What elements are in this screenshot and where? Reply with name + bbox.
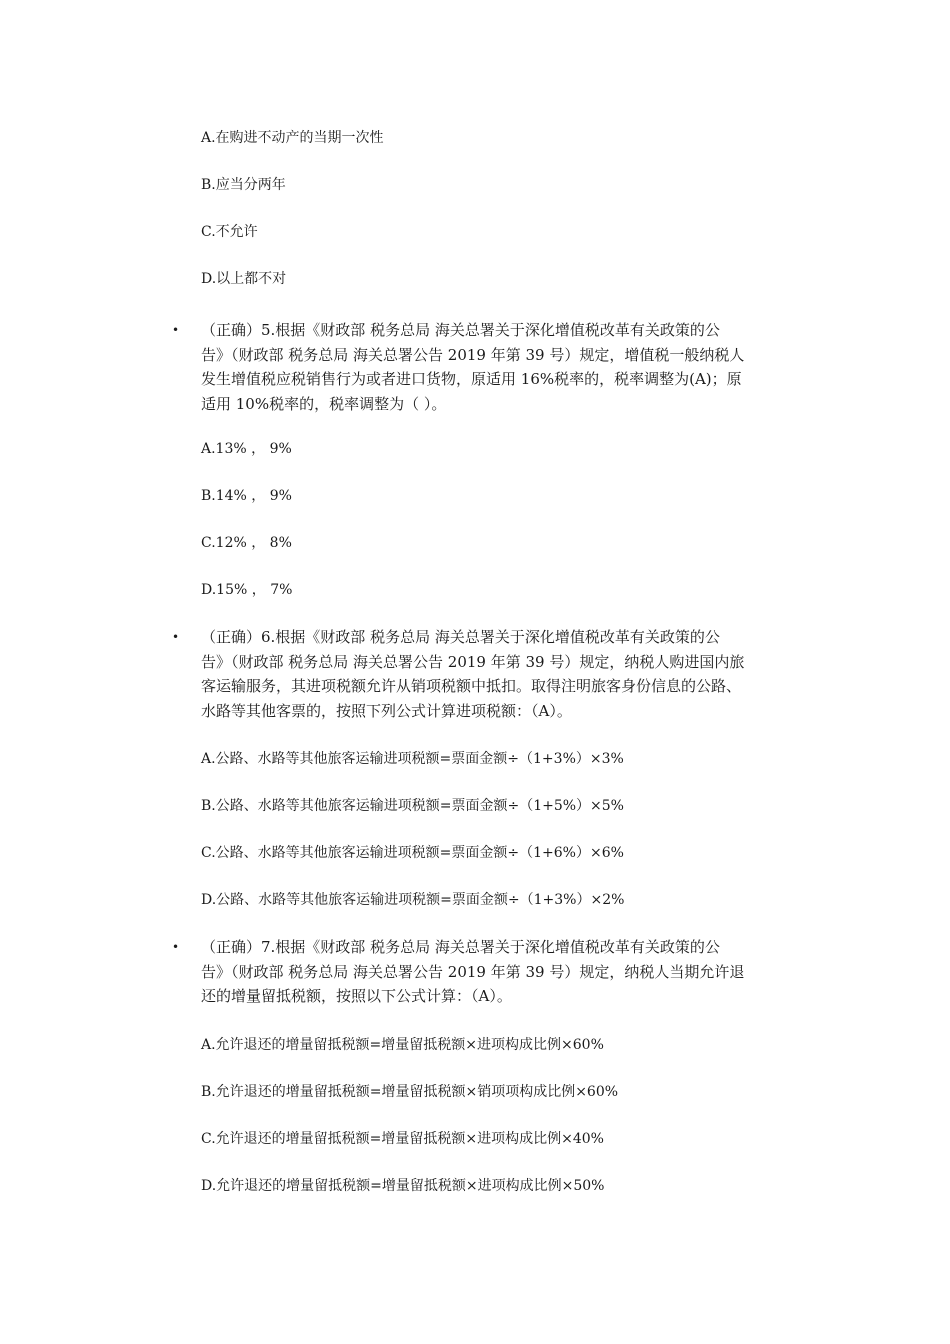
question-6-option-a: A.公路、水路等其他旅客运输进项税额=票面金额÷（1+3%）×3% bbox=[201, 751, 624, 767]
question-6-bullet: • bbox=[172, 630, 180, 644]
prev-option-c: C.不允许 bbox=[201, 224, 258, 240]
question-5-line-3: 发生增值税应税销售行为或者进口货物，原适用 16%税率的，税率调整为(A)；原 bbox=[201, 370, 742, 388]
prev-option-b: B.应当分两年 bbox=[201, 177, 286, 193]
question-5-option-a: A.13% ， 9% bbox=[201, 441, 292, 457]
question-6-line-2: 告》（财政部 税务总局 海关总署公告 2019 年第 39 号）规定，纳税人购进国内旅 bbox=[201, 652, 745, 671]
question-7-option-a: A.允许退还的增量留抵税额=增量留抵税额×进项构成比例×60% bbox=[201, 1037, 604, 1053]
question-5-line-4: 适用 10%税率的，税率调整为（ ）。 bbox=[201, 394, 447, 413]
question-6-line-4: 水路等其他客票的，按照下列公式计算进项税额：（A）。 bbox=[201, 701, 572, 720]
question-7-bullet: • bbox=[172, 940, 180, 954]
question-6-line-1: （正确）6.根据《财政部 税务总局 海关总署关于深化增值税改革有关政策的公 bbox=[201, 628, 720, 646]
question-7-option-d: D.允许退还的增量留抵税额=增量留抵税额×进项构成比例×50% bbox=[201, 1178, 605, 1194]
question-6-option-b: B.公路、水路等其他旅客运输进项税额=票面金额÷（1+5%）×5% bbox=[201, 798, 624, 814]
prev-option-a: A.在购进不动产的当期一次性 bbox=[201, 130, 384, 146]
question-6-line-3: 客运输服务，其进项税额允许从销项税额中抵扣。取得注明旅客身份信息的公路、 bbox=[201, 677, 742, 695]
question-5-option-d: D.15% ， 7% bbox=[201, 582, 293, 598]
question-7-option-c: C.允许退还的增量留抵税额=增量留抵税额×进项构成比例×40% bbox=[201, 1131, 604, 1147]
question-7-line-3: 还的增量留抵税额，按照以下公式计算：（A）。 bbox=[201, 987, 512, 1005]
question-7-text bbox=[201, 935, 811, 1009]
question-5-line-1: （正确）5.根据《财政部 税务总局 海关总署关于深化增值税改革有关政策的公 bbox=[201, 321, 720, 339]
question-7-line-2: 告》（财政部 税务总局 海关总署公告 2019 年第 39 号）规定，纳税人当期允许退 bbox=[201, 962, 745, 981]
question-6-option-c: C.公路、水路等其他旅客运输进项税额=票面金额÷（1+6%）×6% bbox=[201, 845, 624, 861]
question-7-option-b: B.允许退还的增量留抵税额=增量留抵税额×销项项构成比例×60% bbox=[201, 1084, 619, 1100]
question-7-line-1: （正确）7.根据《财政部 税务总局 海关总署关于深化增值税改革有关政策的公 bbox=[201, 938, 720, 956]
question-6-option-d: D.公路、水路等其他旅客运输进项税额=票面金额÷（1+3%）×2% bbox=[201, 892, 625, 908]
question-5-bullet: • bbox=[172, 323, 180, 337]
prev-option-d: D.以上都不对 bbox=[201, 271, 287, 287]
question-5-option-c: C.12% ， 8% bbox=[201, 535, 292, 551]
question-6-text bbox=[201, 625, 811, 723]
question-5-option-b: B.14% ， 9% bbox=[201, 488, 292, 504]
question-5-text bbox=[201, 318, 811, 416]
question-5-line-2: 告》（财政部 税务总局 海关总署公告 2019 年第 39 号）规定，增值税一般纳税人 bbox=[201, 345, 745, 364]
